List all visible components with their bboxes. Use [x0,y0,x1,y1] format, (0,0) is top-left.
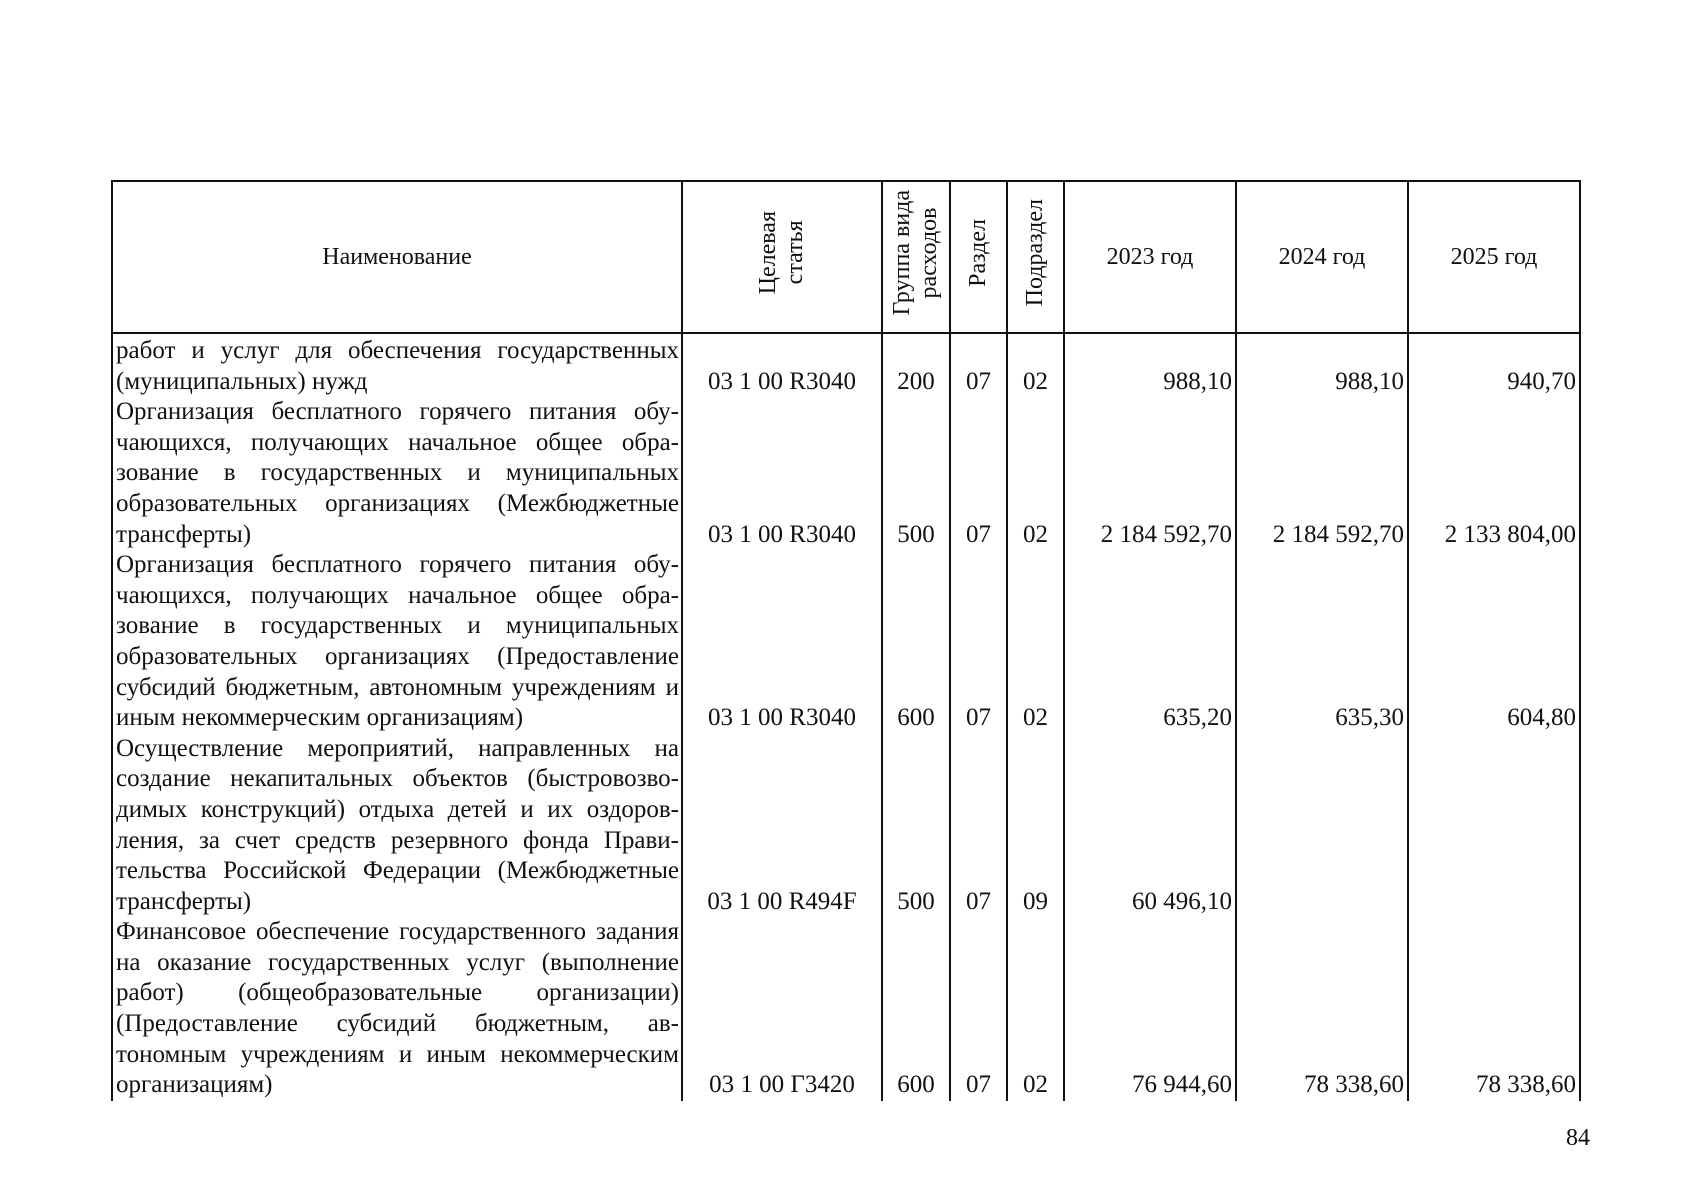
row-section: 07 [950,550,1007,734]
row-expense-group: 500 [882,734,950,918]
row-amount-2024: 2 184 592,70 [1236,397,1408,550]
page-number: 84 [1566,1125,1590,1151]
header-target-article-label: Целевая статья [755,211,808,295]
row-amount-2025 [1408,734,1580,918]
row-target-article: 03 1 00 Г3420 [682,917,882,1101]
row-expense-group: 600 [882,550,950,734]
header-year-2024 [1236,181,1408,333]
header-year-2023 [1064,181,1236,333]
row-target-article: 03 1 00 R3040 [682,397,882,550]
table-row [112,550,1580,734]
row-name: работ и услуг для обеспечения государственных (муниципальных) нужд [112,333,682,397]
header-section [950,181,1007,333]
header-subsection [1007,181,1064,333]
row-amount-2025: 78 338,60 [1408,917,1580,1101]
row-amount-2024: 988,10 [1236,333,1408,397]
row-amount-2023: 2 184 592,70 [1064,397,1236,550]
header-year-2025-label: 2025 год [1450,243,1538,270]
budget-table [111,180,1581,1101]
table-row [112,734,1580,918]
header-year-2025 [1408,181,1580,333]
row-expense-group: 600 [882,917,950,1101]
row-section: 07 [950,734,1007,918]
row-amount-2025: 2 133 804,00 [1408,397,1580,550]
row-amount-2023: 60 496,10 [1064,734,1236,918]
row-name: Организация бесплатного горячего питания обучающихся, получающих начальное общее образование в государственных и муниципальных образовательных организациях (Межбюджетные трансферты) [112,397,682,550]
header-section-label: Раздел [965,218,991,287]
table-row [112,397,1580,550]
row-target-article: 03 1 00 R3040 [682,333,882,397]
header-expense-group [882,181,950,333]
header-year-2024-label: 2024 год [1278,243,1366,270]
row-name: Организация бесплатного горячего питания обучающихся, получающих начальное общее образование в государственных и муниципальных образовательных организациях (Предоставление субсидий бюджетным, автономным учреждениям и иным некоммерческим организациям) [112,550,682,734]
header-subsection-label: Подраздел [1022,199,1048,307]
row-subsection: 09 [1007,734,1064,918]
row-amount-2025: 940,70 [1408,333,1580,397]
row-subsection: 02 [1007,917,1064,1101]
row-name: Осуществление мероприятий, направленных на создание некапитальных объектов (быстровозводимых конструкций) отдыха детей и их оздоровления, за счет средств резервного фонда Правительства Российской Федерации (Межбюджетные трансферты) [112,734,682,918]
row-amount-2025: 604,80 [1408,550,1580,734]
row-amount-2024: 635,30 [1236,550,1408,734]
row-subsection: 02 [1007,550,1064,734]
row-section: 07 [950,397,1007,550]
row-amount-2024 [1236,734,1408,918]
table-row [112,917,1580,1101]
table-header-row [112,181,1580,333]
header-name-label: Наименование [322,243,472,270]
header-expense-group-label: Группа вида расходов [889,189,942,316]
row-amount-2024: 78 338,60 [1236,917,1408,1101]
header-year-2023-label: 2023 год [1106,243,1194,270]
row-expense-group: 200 [882,333,950,397]
row-section: 07 [950,333,1007,397]
table-row [112,333,1580,397]
row-section: 07 [950,917,1007,1101]
header-target-article [682,181,882,333]
row-name: Финансовое обеспечение государственного задания на оказание государственных услуг (выполнение работ) (общеобразовательные организации) (Предоставление субсидий бюджетным, автономным учреждениям и иным некоммерческим организациям) [112,917,682,1101]
row-subsection: 02 [1007,397,1064,550]
row-subsection: 02 [1007,333,1064,397]
row-amount-2023: 988,10 [1064,333,1236,397]
row-amount-2023: 76 944,60 [1064,917,1236,1101]
row-amount-2023: 635,20 [1064,550,1236,734]
row-expense-group: 500 [882,397,950,550]
row-target-article: 03 1 00 R494F [682,734,882,918]
row-target-article: 03 1 00 R3040 [682,550,882,734]
header-name [112,181,682,333]
